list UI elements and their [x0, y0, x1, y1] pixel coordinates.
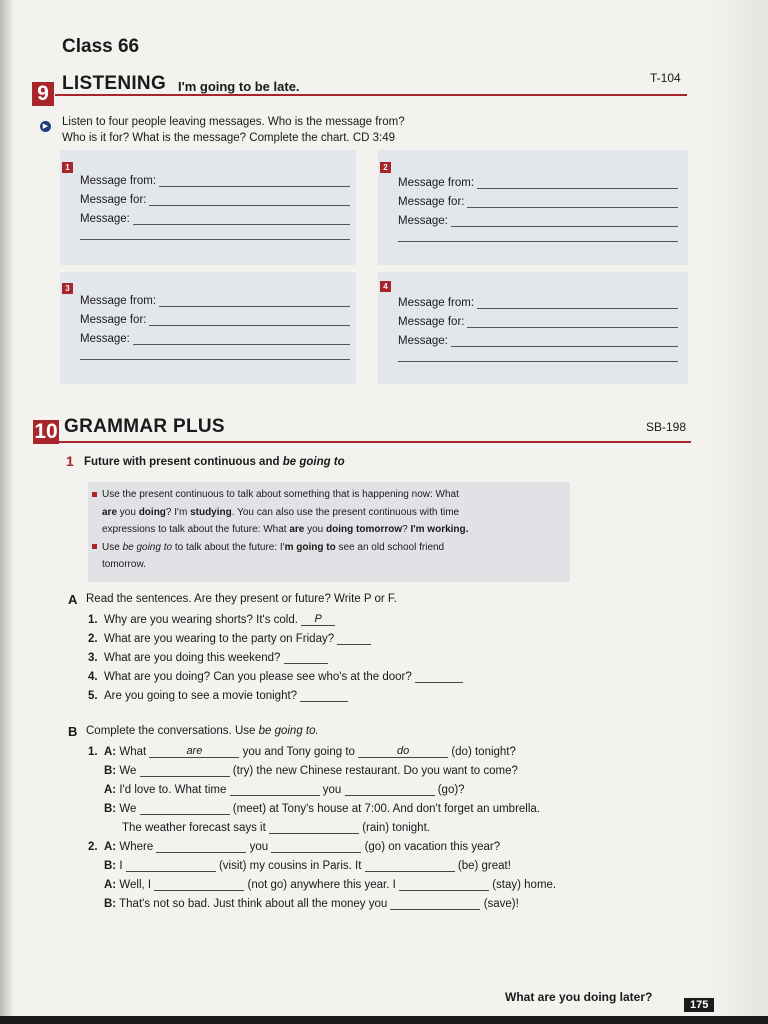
- message-from-field[interactable]: [80, 168, 350, 187]
- grammar-text: see an old school friend: [335, 541, 445, 553]
- question-item: [88, 670, 463, 689]
- answer-blank[interactable]: [284, 651, 328, 664]
- play-arrow-icon: ▶: [40, 121, 51, 132]
- speaker-label: A:: [104, 841, 117, 853]
- footer-text: What are you doing later?: [505, 990, 653, 1004]
- part-b-instruction-italic: be going to.: [258, 725, 319, 737]
- message-box-number: 4: [380, 281, 391, 292]
- speaker-label: A:: [104, 784, 117, 796]
- grammar-text: expressions to talk about the future: What: [102, 524, 290, 535]
- line-text: We: [119, 765, 137, 777]
- message-for-field[interactable]: [398, 189, 678, 208]
- instruction-line-2: [62, 130, 405, 146]
- answer-line[interactable]: [477, 176, 678, 189]
- answer-blank[interactable]: [345, 783, 435, 796]
- question-item: [88, 613, 463, 632]
- line-text: you and Tony going to: [242, 746, 355, 758]
- message-for-field[interactable]: [398, 309, 678, 328]
- grammar-bold: doing: [138, 506, 166, 518]
- message-for-field[interactable]: [80, 187, 350, 206]
- conversation-number: 1.: [88, 746, 98, 758]
- speaker-label: A:: [104, 879, 117, 891]
- question-number: 1.: [88, 614, 98, 626]
- answer-line[interactable]: [451, 334, 678, 347]
- speaker-label: A:: [104, 746, 117, 758]
- line-text: (meet) at Tony's house at 7:00. And don't forget an umbrella.: [232, 803, 540, 815]
- instruction-line-2-text: Who is it for? What is the message? Complete the chart.: [62, 132, 350, 144]
- conversation-line: [88, 878, 556, 897]
- message-field[interactable]: [80, 326, 350, 345]
- grammar-text: tomorrow.: [102, 559, 146, 570]
- grammar-item-number: 1: [66, 453, 74, 469]
- message-for-label: Message for:: [80, 194, 147, 206]
- answer-line[interactable]: [477, 296, 678, 309]
- grammar-text: Use: [102, 541, 123, 553]
- conversation-line: [88, 745, 540, 764]
- answer-line[interactable]: [133, 212, 350, 225]
- line-text: (not go) anywhere this year. I: [247, 879, 396, 891]
- answer-line[interactable]: [467, 195, 678, 208]
- answer-line-extra[interactable]: [398, 347, 678, 362]
- answer-blank[interactable]: [399, 878, 489, 891]
- grammar-text: Use the present continuous to talk about something that is happening now: What: [102, 489, 459, 500]
- line-text: (go) on vacation this year?: [364, 841, 501, 853]
- message-from-label: Message from:: [80, 295, 157, 307]
- conversation-number: 2.: [88, 841, 98, 853]
- answer-line[interactable]: [467, 315, 678, 328]
- message-box-4: [378, 272, 688, 384]
- conversation-2: [88, 840, 556, 916]
- grammar-box: [88, 482, 570, 582]
- message-box-2: [378, 150, 688, 265]
- page-number: 175: [684, 998, 714, 1012]
- bullet-square-icon: [92, 492, 97, 497]
- grammar-bold: doing tomorrow: [326, 524, 403, 535]
- message-for-field[interactable]: [80, 307, 350, 326]
- message-from-field[interactable]: [398, 170, 678, 189]
- line-text: (do) tonight?: [451, 746, 516, 758]
- page-edge-shadow: [708, 0, 768, 1024]
- answer-blank[interactable]: do: [358, 745, 448, 758]
- answer-blank[interactable]: are: [149, 745, 239, 758]
- message-box-1: [60, 150, 356, 265]
- message-label: Message:: [398, 335, 448, 347]
- line-text: What: [119, 746, 147, 758]
- part-a-list: [88, 613, 463, 708]
- section-10-rule: [59, 441, 691, 443]
- conversation-line: [88, 897, 556, 916]
- grammar-bold: are: [289, 524, 305, 535]
- conversation-line: [88, 802, 540, 821]
- conversation-line: [88, 840, 556, 859]
- bullet-square-icon: [92, 544, 97, 549]
- answer-blank[interactable]: [140, 802, 230, 815]
- answer-line-extra[interactable]: [80, 345, 350, 360]
- answer-line-extra[interactable]: [80, 225, 350, 240]
- answer-blank[interactable]: [300, 689, 348, 702]
- answer-blank[interactable]: [126, 859, 216, 872]
- question-number: 5.: [88, 690, 98, 702]
- grammar-italic: be going to: [122, 541, 173, 553]
- message-label: Message:: [80, 213, 130, 225]
- grammar-bullet-2: [88, 539, 570, 574]
- answer-blank[interactable]: [269, 821, 359, 834]
- grammar-text: you: [304, 524, 327, 535]
- question-text: Are you going to see a movie tonight?: [104, 690, 298, 702]
- line-text: (go)?: [437, 784, 465, 796]
- section-10-number: 10: [34, 420, 58, 443]
- grammar-item-title-italic: be going to: [282, 456, 345, 468]
- answer-line[interactable]: [159, 174, 350, 187]
- speaker-label: B:: [104, 860, 117, 872]
- line-text: That's not so bad. Just think about all the money you: [119, 898, 388, 910]
- class-title: Class 66: [62, 36, 140, 57]
- grammar-text: ? I'm: [165, 506, 191, 518]
- line-text: you: [249, 841, 269, 853]
- line-text: (stay) home.: [492, 879, 557, 891]
- answer-line[interactable]: [133, 332, 350, 345]
- answer-blank[interactable]: [140, 764, 230, 777]
- section-9-title: LISTENING: [62, 73, 167, 94]
- section-10-title: GRAMMAR PLUS: [64, 416, 225, 437]
- message-from-field[interactable]: [398, 290, 678, 309]
- message-label: Message:: [398, 215, 448, 227]
- grammar-item-title: [84, 456, 345, 468]
- conversation-1: [88, 745, 540, 840]
- line-text: The weather forecast says it: [122, 822, 266, 834]
- section-9-subtitle: I'm going to be late.: [178, 79, 300, 94]
- conversation-line: [88, 859, 556, 878]
- message-for-label: Message for:: [398, 196, 465, 208]
- question-text: What are you doing? Can you please see who's at the door?: [104, 671, 412, 683]
- question-item: [88, 689, 463, 708]
- line-text: (try) the new Chinese restaurant. Do you want to come?: [232, 765, 518, 777]
- line-text: (be) great!: [457, 860, 511, 872]
- message-field[interactable]: [398, 208, 678, 227]
- message-for-label: Message for:: [398, 316, 465, 328]
- answer-blank[interactable]: [230, 783, 320, 796]
- message-box-number: 2: [380, 162, 391, 173]
- grammar-bold: are: [102, 506, 118, 518]
- line-text: I'd love to. What time: [119, 784, 227, 796]
- question-number: 4.: [88, 671, 98, 683]
- answer-blank[interactable]: [415, 670, 463, 683]
- speaker-label: B:: [104, 765, 117, 777]
- message-for-label: Message for:: [80, 314, 147, 326]
- conversation-line: [88, 764, 540, 783]
- section-10-ref: SB-198: [646, 420, 687, 434]
- message-label: Message:: [80, 333, 130, 345]
- part-a-letter: A: [68, 592, 78, 607]
- line-text: We: [119, 803, 137, 815]
- question-text: What are you wearing to the party on Friday?: [104, 633, 335, 645]
- speaker-label: B:: [104, 803, 117, 815]
- instruction-line-1: Listen to four people leaving messages. Who is the message from?: [62, 116, 405, 128]
- message-field[interactable]: [398, 328, 678, 347]
- answer-blank[interactable]: [156, 840, 246, 853]
- line-text: (save)!: [483, 898, 519, 910]
- speaker-label: B:: [104, 898, 117, 910]
- grammar-bold: m going to: [284, 541, 336, 553]
- section-9-number: 9: [32, 82, 54, 106]
- answer-blank[interactable]: [154, 878, 244, 891]
- grammar-bold: studying: [190, 506, 232, 518]
- question-text: Why are you wearing shorts? It's cold.: [104, 614, 298, 626]
- line-text: I: [119, 860, 123, 872]
- answer-blank[interactable]: [337, 632, 371, 645]
- grammar-item-title-text: Future with present continuous and: [84, 456, 280, 468]
- question-item: [88, 651, 463, 670]
- section-9-ref: T-104: [650, 71, 681, 85]
- grammar-text: ?: [402, 524, 411, 535]
- footer-bar: [0, 1016, 768, 1024]
- question-number: 3.: [88, 652, 98, 664]
- section-9-rule: [55, 94, 687, 96]
- answer-line[interactable]: [149, 313, 350, 326]
- grammar-bold: I'm working.: [410, 524, 469, 535]
- question-number: 2.: [88, 633, 98, 645]
- conversation-line: [88, 783, 540, 802]
- message-from-field[interactable]: [80, 288, 350, 307]
- message-box-number: 3: [62, 283, 73, 294]
- question-item: [88, 632, 463, 651]
- grammar-bullet-1: [88, 486, 570, 539]
- grammar-text: you: [117, 506, 139, 518]
- audio-ref: CD 3:49: [352, 132, 396, 144]
- message-from-label: Message from:: [80, 175, 157, 187]
- answer-blank[interactable]: [271, 840, 361, 853]
- message-field[interactable]: [80, 206, 350, 225]
- answer-line-extra[interactable]: [398, 227, 678, 242]
- grammar-text: to talk about the future: I': [172, 541, 285, 553]
- part-a-instruction: Read the sentences. Are they present or future? Write P or F.: [86, 593, 397, 605]
- answer-line[interactable]: [149, 193, 350, 206]
- line-text: Where: [119, 841, 154, 853]
- answer-blank[interactable]: P: [301, 613, 335, 626]
- message-from-label: Message from:: [398, 297, 475, 309]
- line-text: (visit) my cousins in Paris. It: [218, 860, 362, 872]
- message-box-3: [60, 272, 356, 384]
- answer-blank[interactable]: [390, 897, 480, 910]
- answer-line[interactable]: [451, 214, 678, 227]
- part-b-instruction-text: Complete the conversations. Use: [86, 725, 259, 737]
- section-9-instruction: [62, 114, 405, 146]
- message-from-label: Message from:: [398, 177, 475, 189]
- line-text: Well, I: [119, 879, 152, 891]
- grammar-text: . You can also use the present continuous with time: [231, 506, 460, 518]
- part-b-letter: B: [68, 724, 78, 739]
- line-text: (rain) tonight.: [362, 822, 430, 834]
- answer-blank[interactable]: [365, 859, 455, 872]
- line-text: you: [322, 784, 342, 796]
- message-box-number: 1: [62, 162, 73, 173]
- question-text: What are you doing this weekend?: [104, 652, 281, 664]
- conversation-line: [88, 821, 540, 840]
- answer-line[interactable]: [159, 294, 350, 307]
- part-b-instruction: [86, 725, 319, 737]
- page-binding-shadow: [0, 0, 14, 1024]
